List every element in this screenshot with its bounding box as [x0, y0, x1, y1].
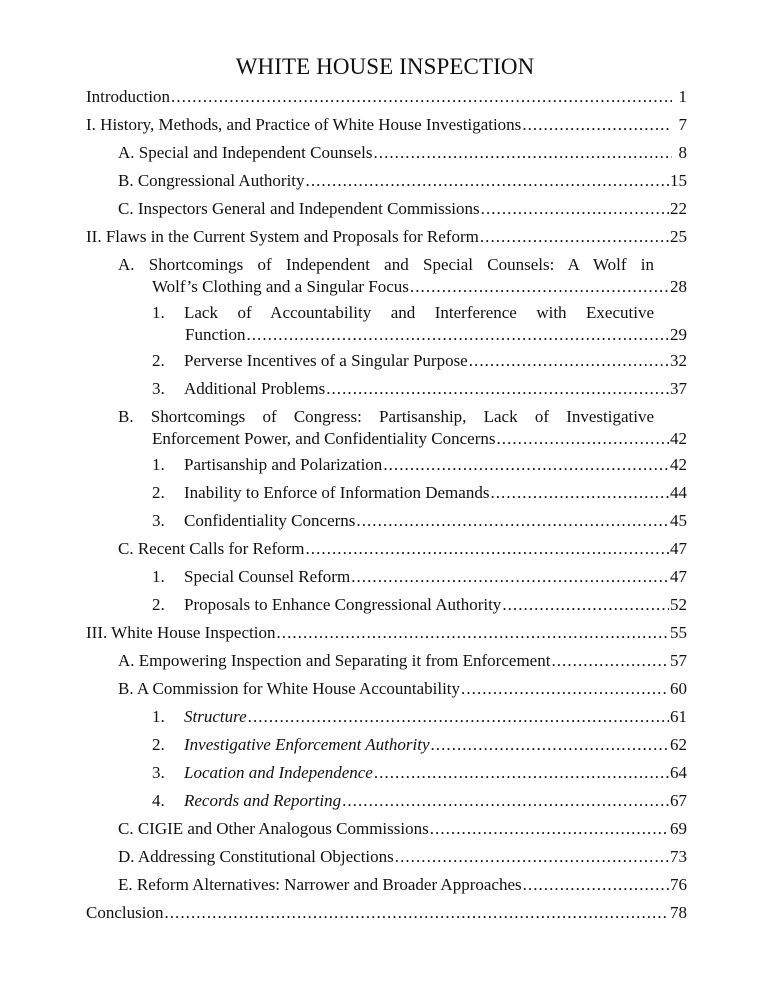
- dot-leader: [248, 706, 669, 728]
- toc-entry-number: 3.: [152, 763, 165, 782]
- toc-page-number: 67: [670, 791, 687, 810]
- toc-entry-number: 2.: [152, 595, 165, 614]
- toc-page-number: 45: [670, 511, 687, 530]
- toc-entry-label-line1: B. Shortcomings of Congress: Partisanship, Lack of Investigative: [118, 407, 654, 426]
- dot-leader: [326, 378, 669, 400]
- toc-entry-number: 1.: [152, 455, 165, 474]
- toc-page-number: 22: [670, 199, 687, 218]
- toc-entry-number: 2.: [152, 735, 165, 754]
- toc-entry-subsection-2a1[interactable]: [152, 302, 687, 346]
- toc-page-number: 57: [670, 651, 687, 670]
- toc-page-number: 37: [670, 379, 687, 398]
- toc-entry-number: 2.: [152, 351, 165, 370]
- toc-entry-number: 3.: [152, 379, 165, 398]
- toc-page-number: 61: [670, 707, 687, 726]
- toc-entry-label-line2: Wolf’s Clothing and a Singular Focus: [152, 277, 409, 296]
- toc-entry-number: 1.: [152, 567, 165, 586]
- toc-page-number: 64: [670, 763, 687, 782]
- toc-entry-section-2a[interactable]: [118, 254, 687, 298]
- toc-entry-number: 1.: [152, 707, 165, 726]
- toc-entry-label: A. Special and Independent Counsels: [118, 143, 373, 162]
- toc-entry-label: II. Flaws in the Current System and Proposals for Reform: [86, 227, 479, 246]
- toc-page-number: 62: [670, 735, 687, 754]
- dot-leader: [164, 902, 669, 924]
- toc-page-number: 55: [670, 623, 687, 642]
- toc-entry-label-line1: Lack of Accountability and Interference with Executive: [184, 303, 654, 322]
- dot-leader: [374, 762, 669, 784]
- toc-entry-label: Investigative Enforcement Authority: [184, 735, 430, 754]
- toc-page-number: 47: [670, 567, 687, 586]
- toc-entry-label: Introduction: [86, 87, 171, 106]
- toc-entry-number: 2.: [152, 483, 165, 502]
- toc-entry-number: 4.: [152, 791, 165, 810]
- dot-leader: [481, 198, 669, 220]
- toc-entry-label: I. History, Methods, and Practice of White House Investigations: [86, 115, 522, 134]
- dot-leader: [306, 538, 670, 560]
- toc-entry-label: Inability to Enforce of Information Demands: [184, 483, 490, 502]
- dot-leader: [551, 650, 669, 672]
- dot-leader: [276, 622, 669, 644]
- dot-leader: [496, 428, 669, 450]
- toc-entry-label: Location and Independence: [184, 763, 373, 782]
- toc-page-number: 1: [678, 87, 687, 106]
- toc-entry-label-line2: Function: [185, 325, 246, 344]
- toc-entry-section-2b[interactable]: [118, 406, 687, 450]
- toc-entry-label: A. Empowering Inspection and Separating it from Enforcement: [118, 651, 551, 670]
- toc-page-number: 25: [670, 227, 687, 246]
- toc-page-number: 47: [670, 539, 687, 558]
- dot-leader: [490, 482, 669, 504]
- toc-entry-label-line1: A. Shortcomings of Independent and Special Counsels: A Wolf in: [118, 255, 654, 274]
- dot-leader: [351, 566, 669, 588]
- toc-page-number: 28: [670, 277, 687, 296]
- toc-entry-label: Records and Reporting: [184, 791, 342, 810]
- toc-entry-label: C. CIGIE and Other Analogous Commissions: [118, 819, 429, 838]
- toc-page-number: 29: [670, 325, 687, 344]
- toc-page-number: 15: [670, 171, 687, 190]
- toc-page-number: 42: [670, 455, 687, 474]
- dot-leader: [383, 454, 669, 476]
- toc-entry-label: Additional Problems: [184, 379, 326, 398]
- toc-entry-label-line2: Enforcement Power, and Confidentiality Concerns: [152, 429, 496, 448]
- toc-page-number: 52: [670, 595, 687, 614]
- toc-entry-number: 3.: [152, 511, 165, 530]
- toc-entry-label: Special Counsel Reform: [184, 567, 351, 586]
- toc-entry-label: C. Recent Calls for Reform: [118, 539, 305, 558]
- toc-entry-label: Perverse Incentives of a Singular Purpose: [184, 351, 468, 370]
- toc-entry-label: C. Inspectors General and Independent Commissions: [118, 199, 480, 218]
- toc-page-number: 42: [670, 429, 687, 448]
- dot-leader: [431, 734, 670, 756]
- toc-page-number: 76: [670, 875, 687, 894]
- toc-entry-label: Structure: [184, 707, 247, 726]
- dot-leader: [356, 510, 669, 532]
- document-title: WHITE HOUSE INSPECTION: [235, 54, 535, 79]
- toc-entry-number: 1.: [152, 303, 165, 322]
- toc-page-number: 78: [670, 903, 687, 922]
- dot-leader: [373, 142, 672, 164]
- toc-entry-label: B. Congressional Authority: [118, 171, 305, 190]
- dot-leader: [461, 678, 669, 700]
- toc-entry-label: D. Addressing Constitutional Objections: [118, 847, 394, 866]
- dot-leader: [430, 818, 669, 840]
- dot-leader: [522, 114, 672, 136]
- toc-entry-label: Confidentiality Concerns: [184, 511, 356, 530]
- dot-leader: [469, 350, 669, 372]
- toc-page-number: 44: [670, 483, 687, 502]
- dot-leader: [523, 874, 669, 896]
- toc-page-number: 32: [670, 351, 687, 370]
- dot-leader: [395, 846, 669, 868]
- dot-leader: [246, 324, 669, 346]
- dot-leader: [306, 170, 669, 192]
- toc-page-number: 60: [670, 679, 687, 698]
- toc-page-number: 8: [678, 143, 687, 162]
- toc-entry-label: Conclusion: [86, 903, 164, 922]
- toc-entry-label: E. Reform Alternatives: Narrower and Broader Approaches: [118, 875, 522, 894]
- dot-leader: [171, 86, 672, 108]
- toc-entry-label: Partisanship and Polarization: [184, 455, 383, 474]
- toc-page-number: 73: [670, 847, 687, 866]
- toc-entry-label: III. White House Inspection: [86, 623, 276, 642]
- dot-leader: [502, 594, 669, 616]
- toc-entry-label: B. A Commission for White House Accountability: [118, 679, 461, 698]
- toc-page-number: 7: [678, 115, 687, 134]
- toc-entry-label: Proposals to Enhance Congressional Authority: [184, 595, 502, 614]
- dot-leader: [410, 276, 669, 298]
- dot-leader: [480, 226, 669, 248]
- toc-page-number: 69: [670, 819, 687, 838]
- dot-leader: [342, 790, 669, 812]
